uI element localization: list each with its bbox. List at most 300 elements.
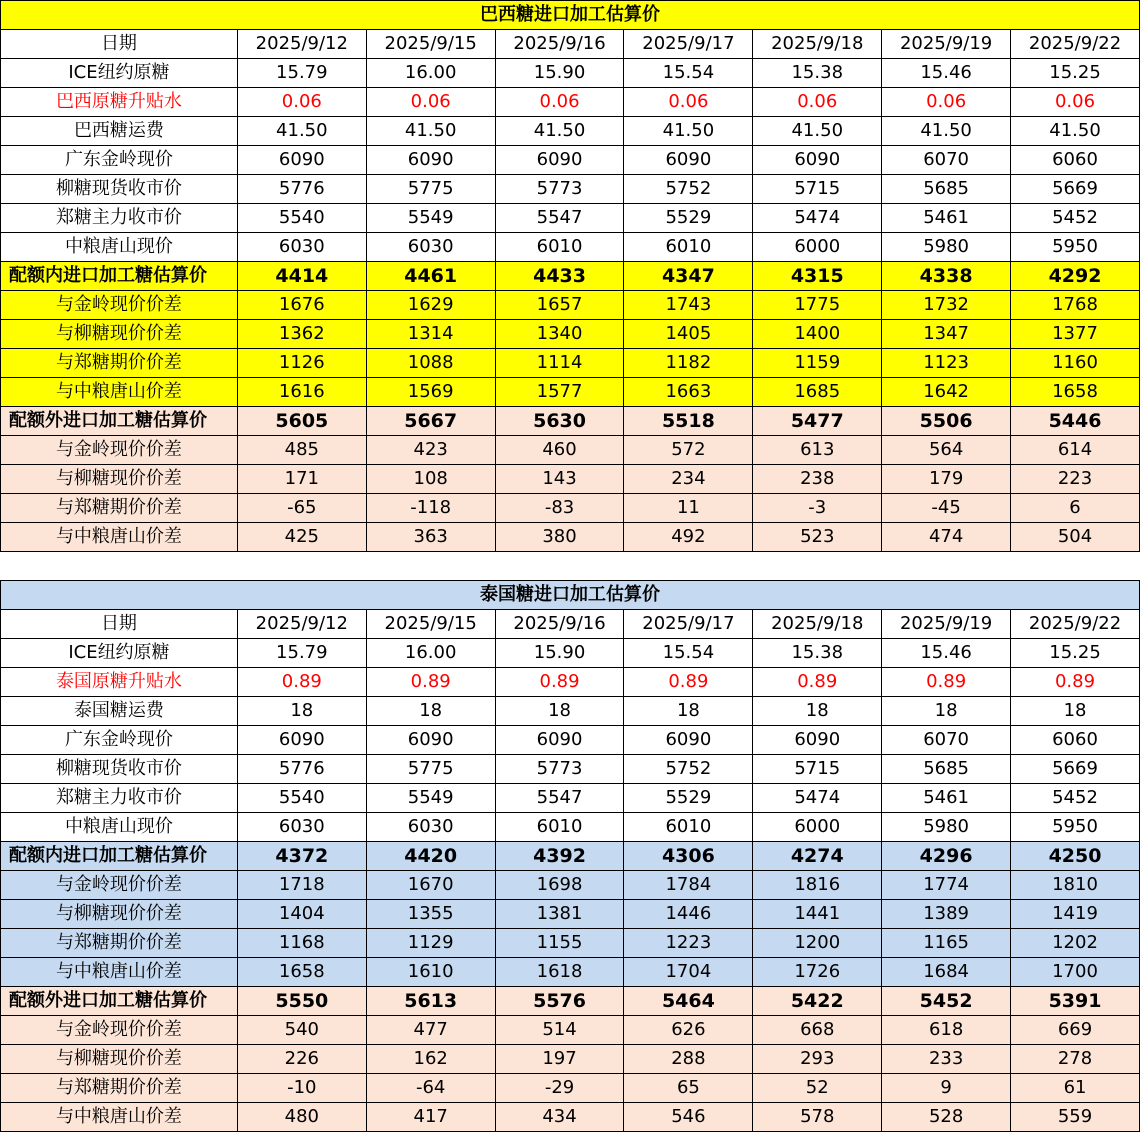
table-row [1, 1074, 1140, 1103]
row-label: 与中粮唐山价差 [1, 523, 238, 552]
value-cell: 5549 [366, 784, 495, 813]
table-row [1, 436, 1140, 465]
value-cell: 6090 [495, 146, 624, 175]
value-cell: 1202 [1011, 929, 1140, 958]
value-cell: 4347 [624, 262, 753, 291]
table-row [1, 262, 1140, 291]
value-cell: 6090 [753, 726, 882, 755]
table-row [1, 813, 1140, 842]
row-label: 与郑糖期价价差 [1, 494, 238, 523]
value-cell: 6090 [624, 726, 753, 755]
value-cell: 9 [882, 1074, 1011, 1103]
table-row [1, 117, 1140, 146]
row-label: 郑糖主力收市价 [1, 204, 238, 233]
value-cell: 460 [495, 436, 624, 465]
row-label: 中粮唐山现价 [1, 233, 238, 262]
value-cell: 5540 [237, 784, 366, 813]
table-row [1, 349, 1140, 378]
value-cell: 1347 [882, 320, 1011, 349]
row-label: 配额外进口加工糖估算价 [1, 407, 238, 436]
value-cell: 618 [882, 1016, 1011, 1045]
value-cell: 1768 [1011, 291, 1140, 320]
value-cell: 1362 [237, 320, 366, 349]
value-cell: 492 [624, 523, 753, 552]
value-cell: 5452 [882, 987, 1011, 1016]
row-label: 与中粮唐山价差 [1, 958, 238, 987]
row-label: 与金岭现价价差 [1, 1016, 238, 1045]
value-cell: 564 [882, 436, 1011, 465]
table-row [1, 291, 1140, 320]
value-cell: 0.89 [366, 668, 495, 697]
value-cell: 5474 [753, 784, 882, 813]
row-label: 泰国原糖升贴水 [1, 668, 238, 697]
value-cell: 65 [624, 1074, 753, 1103]
row-label: 广东金岭现价 [1, 146, 238, 175]
value-cell: 61 [1011, 1074, 1140, 1103]
value-cell: 15.90 [495, 639, 624, 668]
value-cell: 423 [366, 436, 495, 465]
value-cell: 613 [753, 436, 882, 465]
row-label: 配额内进口加工糖估算价 [1, 262, 238, 291]
value-cell: 572 [624, 436, 753, 465]
value-cell: 1810 [1011, 871, 1140, 900]
value-cell: 0.06 [882, 88, 1011, 117]
value-cell: 5474 [753, 204, 882, 233]
value-cell: 1700 [1011, 958, 1140, 987]
value-cell: 1340 [495, 320, 624, 349]
row-label: 与郑糖期价价差 [1, 1074, 238, 1103]
value-cell: 5950 [1011, 233, 1140, 262]
table-row [1, 320, 1140, 349]
date-label: 日期 [1, 610, 238, 639]
value-cell: 1670 [366, 871, 495, 900]
value-cell: 6030 [237, 233, 366, 262]
value-cell: 15.38 [753, 59, 882, 88]
value-cell: 6090 [753, 146, 882, 175]
value-cell: 480 [237, 1103, 366, 1132]
table-row [1, 378, 1140, 407]
date-cell: 2025/9/22 [1011, 30, 1140, 59]
table-row [1, 407, 1140, 436]
value-cell: 0.89 [753, 668, 882, 697]
value-cell: 380 [495, 523, 624, 552]
value-cell: 1377 [1011, 320, 1140, 349]
value-cell: 15.90 [495, 59, 624, 88]
value-cell: 1314 [366, 320, 495, 349]
value-cell: 0.06 [753, 88, 882, 117]
value-cell: 5667 [366, 407, 495, 436]
value-cell: 1618 [495, 958, 624, 987]
value-cell: 5775 [366, 175, 495, 204]
value-cell: 5773 [495, 755, 624, 784]
value-cell: 4420 [366, 842, 495, 871]
row-label: 柳糖现货收市价 [1, 175, 238, 204]
value-cell: 5752 [624, 755, 753, 784]
value-cell: 1726 [753, 958, 882, 987]
table-row [1, 1045, 1140, 1074]
value-cell: 11 [624, 494, 753, 523]
value-cell: 5461 [882, 204, 1011, 233]
value-cell: 0.89 [495, 668, 624, 697]
value-cell: 1168 [237, 929, 366, 958]
value-cell: 15.54 [624, 639, 753, 668]
row-label: 与柳糖现价价差 [1, 1045, 238, 1074]
value-cell: 5613 [366, 987, 495, 1016]
value-cell: 4315 [753, 262, 882, 291]
date-cell: 2025/9/18 [753, 30, 882, 59]
value-cell: 514 [495, 1016, 624, 1045]
date-cell: 2025/9/12 [237, 30, 366, 59]
value-cell: 197 [495, 1045, 624, 1074]
row-label: ICE纽约原糖 [1, 59, 238, 88]
value-cell: 5980 [882, 233, 1011, 262]
value-cell: 5630 [495, 407, 624, 436]
value-cell: 223 [1011, 465, 1140, 494]
value-cell: 5529 [624, 204, 753, 233]
value-cell: 41.50 [882, 117, 1011, 146]
value-cell: 578 [753, 1103, 882, 1132]
value-cell: 1355 [366, 900, 495, 929]
value-cell: 5715 [753, 755, 882, 784]
row-label: 与柳糖现价价差 [1, 900, 238, 929]
value-cell: 234 [624, 465, 753, 494]
value-cell: 0.06 [1011, 88, 1140, 117]
table-row [1, 1016, 1140, 1045]
value-cell: 504 [1011, 523, 1140, 552]
row-label: 与中粮唐山价差 [1, 378, 238, 407]
value-cell: 1165 [882, 929, 1011, 958]
value-cell: 5446 [1011, 407, 1140, 436]
value-cell: 5776 [237, 175, 366, 204]
value-cell: 0.06 [237, 88, 366, 117]
value-cell: 434 [495, 1103, 624, 1132]
row-label: 与金岭现价价差 [1, 291, 238, 320]
value-cell: 1159 [753, 349, 882, 378]
table-row [1, 987, 1140, 1016]
value-cell: -83 [495, 494, 624, 523]
value-cell: 540 [237, 1016, 366, 1045]
row-label: 与金岭现价价差 [1, 436, 238, 465]
value-cell: 6010 [624, 813, 753, 842]
row-label: 配额内进口加工糖估算价 [1, 842, 238, 871]
value-cell: 1816 [753, 871, 882, 900]
value-cell: 5773 [495, 175, 624, 204]
value-cell: 1223 [624, 929, 753, 958]
value-cell: 4433 [495, 262, 624, 291]
value-cell: 477 [366, 1016, 495, 1045]
row-label: 与柳糖现价价差 [1, 465, 238, 494]
value-cell: -29 [495, 1074, 624, 1103]
value-cell: 1784 [624, 871, 753, 900]
date-cell: 2025/9/17 [624, 30, 753, 59]
value-cell: 18 [495, 697, 624, 726]
row-label: 柳糖现货收市价 [1, 755, 238, 784]
value-cell: 15.79 [237, 59, 366, 88]
value-cell: 288 [624, 1045, 753, 1074]
value-cell: 5550 [237, 987, 366, 1016]
value-cell: 1610 [366, 958, 495, 987]
value-cell: 1404 [237, 900, 366, 929]
table-row [1, 697, 1140, 726]
value-cell: 5452 [1011, 784, 1140, 813]
value-cell: 1400 [753, 320, 882, 349]
value-cell: 5452 [1011, 204, 1140, 233]
value-cell: 1160 [1011, 349, 1140, 378]
table-row [1, 523, 1140, 552]
value-cell: 1685 [753, 378, 882, 407]
value-cell: 1381 [495, 900, 624, 929]
value-cell: 18 [1011, 697, 1140, 726]
value-cell: 1732 [882, 291, 1011, 320]
row-label: ICE纽约原糖 [1, 639, 238, 668]
value-cell: -118 [366, 494, 495, 523]
value-cell: 1446 [624, 900, 753, 929]
value-cell: 614 [1011, 436, 1140, 465]
value-cell: 41.50 [237, 117, 366, 146]
value-cell: 5547 [495, 204, 624, 233]
value-cell: 16.00 [366, 639, 495, 668]
value-cell: 6010 [495, 813, 624, 842]
table-row [1, 784, 1140, 813]
value-cell: 6030 [366, 233, 495, 262]
value-cell: 626 [624, 1016, 753, 1045]
value-cell: 1126 [237, 349, 366, 378]
value-cell: 6070 [882, 726, 1011, 755]
row-label: 与金岭现价价差 [1, 871, 238, 900]
table-row [1, 88, 1140, 117]
value-cell: 5464 [624, 987, 753, 1016]
date-label: 日期 [1, 30, 238, 59]
table-row [1, 929, 1140, 958]
value-cell: 4392 [495, 842, 624, 871]
row-label: 中粮唐山现价 [1, 813, 238, 842]
value-cell: 5715 [753, 175, 882, 204]
table-row [1, 755, 1140, 784]
value-cell: 293 [753, 1045, 882, 1074]
value-cell: 417 [366, 1103, 495, 1132]
value-cell: 15.25 [1011, 59, 1140, 88]
table-row [1, 175, 1140, 204]
value-cell: 0.89 [624, 668, 753, 697]
value-cell: 485 [237, 436, 366, 465]
value-cell: 5529 [624, 784, 753, 813]
value-cell: 4274 [753, 842, 882, 871]
table-row [1, 668, 1140, 697]
value-cell: 0.06 [366, 88, 495, 117]
value-cell: 15.46 [882, 59, 1011, 88]
value-cell: 4372 [237, 842, 366, 871]
value-cell: 5685 [882, 755, 1011, 784]
value-cell: 0.89 [1011, 668, 1140, 697]
table-row [1, 958, 1140, 987]
value-cell: 6030 [366, 813, 495, 842]
row-label: 与柳糖现价价差 [1, 320, 238, 349]
value-cell: 15.25 [1011, 639, 1140, 668]
value-cell: 16.00 [366, 59, 495, 88]
value-cell: 41.50 [624, 117, 753, 146]
row-label: 巴西糖运费 [1, 117, 238, 146]
value-cell: 5547 [495, 784, 624, 813]
value-cell: -65 [237, 494, 366, 523]
row-label: 泰国糖运费 [1, 697, 238, 726]
date-cell: 2025/9/19 [882, 610, 1011, 639]
value-cell: 6090 [366, 726, 495, 755]
value-cell: 1200 [753, 929, 882, 958]
value-cell: 1389 [882, 900, 1011, 929]
value-cell: 5605 [237, 407, 366, 436]
date-cell: 2025/9/16 [495, 610, 624, 639]
value-cell: 474 [882, 523, 1011, 552]
value-cell: 1155 [495, 929, 624, 958]
value-cell: 668 [753, 1016, 882, 1045]
value-cell: 1088 [366, 349, 495, 378]
value-cell: 1569 [366, 378, 495, 407]
row-label: 与郑糖期价价差 [1, 929, 238, 958]
table-row [1, 465, 1140, 494]
value-cell: 4292 [1011, 262, 1140, 291]
value-cell: 4306 [624, 842, 753, 871]
table-row [1, 726, 1140, 755]
value-cell: -10 [237, 1074, 366, 1103]
value-cell: 6090 [624, 146, 753, 175]
value-cell: 5422 [753, 987, 882, 1016]
value-cell: 41.50 [753, 117, 882, 146]
value-cell: 1405 [624, 320, 753, 349]
brazil-title-row [1, 1, 1140, 30]
value-cell: 171 [237, 465, 366, 494]
table-row [1, 900, 1140, 929]
table-row [1, 871, 1140, 900]
value-cell: 15.54 [624, 59, 753, 88]
date-cell: 2025/9/17 [624, 610, 753, 639]
value-cell: 528 [882, 1103, 1011, 1132]
value-cell: 0.89 [237, 668, 366, 697]
value-cell: 6090 [237, 726, 366, 755]
value-cell: -45 [882, 494, 1011, 523]
date-cell: 2025/9/15 [366, 30, 495, 59]
brazil-sugar-table [0, 0, 1140, 552]
value-cell: 5685 [882, 175, 1011, 204]
value-cell: 5391 [1011, 987, 1140, 1016]
date-cell: 2025/9/22 [1011, 610, 1140, 639]
table-row [1, 842, 1140, 871]
value-cell: 6010 [624, 233, 753, 262]
value-cell: 226 [237, 1045, 366, 1074]
value-cell: 15.79 [237, 639, 366, 668]
row-label: 与中粮唐山价差 [1, 1103, 238, 1132]
value-cell: 5775 [366, 755, 495, 784]
date-header-row [1, 30, 1140, 59]
value-cell: 1718 [237, 871, 366, 900]
value-cell: 278 [1011, 1045, 1140, 1074]
value-cell: 18 [366, 697, 495, 726]
value-cell: -64 [366, 1074, 495, 1103]
value-cell: 1704 [624, 958, 753, 987]
value-cell: 1698 [495, 871, 624, 900]
value-cell: 143 [495, 465, 624, 494]
table-title: 泰国糖进口加工估算价 [1, 581, 1140, 610]
value-cell: 1616 [237, 378, 366, 407]
value-cell: 162 [366, 1045, 495, 1074]
date-header-row [1, 610, 1140, 639]
value-cell: 6030 [237, 813, 366, 842]
value-cell: 5669 [1011, 175, 1140, 204]
value-cell: 52 [753, 1074, 882, 1103]
value-cell: 108 [366, 465, 495, 494]
value-cell: 15.38 [753, 639, 882, 668]
value-cell: 546 [624, 1103, 753, 1132]
value-cell: 6000 [753, 813, 882, 842]
value-cell: 1774 [882, 871, 1011, 900]
value-cell: 1129 [366, 929, 495, 958]
value-cell: 4296 [882, 842, 1011, 871]
value-cell: 6090 [237, 146, 366, 175]
value-cell: 0.06 [495, 88, 624, 117]
row-label: 配额外进口加工糖估算价 [1, 987, 238, 1016]
value-cell: 6090 [366, 146, 495, 175]
value-cell: 238 [753, 465, 882, 494]
table-row [1, 1103, 1140, 1132]
value-cell: 15.46 [882, 639, 1011, 668]
value-cell: 18 [237, 697, 366, 726]
value-cell: 18 [882, 697, 1011, 726]
value-cell: 1775 [753, 291, 882, 320]
value-cell: 4250 [1011, 842, 1140, 871]
value-cell: 5776 [237, 755, 366, 784]
value-cell: 5518 [624, 407, 753, 436]
value-cell: -3 [753, 494, 882, 523]
table-row [1, 233, 1140, 262]
value-cell: 1658 [1011, 378, 1140, 407]
value-cell: 179 [882, 465, 1011, 494]
value-cell: 6070 [882, 146, 1011, 175]
value-cell: 5950 [1011, 813, 1140, 842]
value-cell: 5752 [624, 175, 753, 204]
value-cell: 1123 [882, 349, 1011, 378]
value-cell: 18 [624, 697, 753, 726]
table-row [1, 494, 1140, 523]
date-cell: 2025/9/18 [753, 610, 882, 639]
value-cell: 6 [1011, 494, 1140, 523]
value-cell: 1114 [495, 349, 624, 378]
value-cell: 4461 [366, 262, 495, 291]
value-cell: 18 [753, 697, 882, 726]
value-cell: 41.50 [495, 117, 624, 146]
value-cell: 5980 [882, 813, 1011, 842]
table-title: 巴西糖进口加工估算价 [1, 1, 1140, 30]
value-cell: 1743 [624, 291, 753, 320]
value-cell: 1642 [882, 378, 1011, 407]
value-cell: 5669 [1011, 755, 1140, 784]
value-cell: 1658 [237, 958, 366, 987]
value-cell: 1684 [882, 958, 1011, 987]
table-row [1, 59, 1140, 88]
row-label: 广东金岭现价 [1, 726, 238, 755]
value-cell: 5549 [366, 204, 495, 233]
date-cell: 2025/9/16 [495, 30, 624, 59]
value-cell: 523 [753, 523, 882, 552]
row-label: 与郑糖期价价差 [1, 349, 238, 378]
date-cell: 2025/9/12 [237, 610, 366, 639]
value-cell: 4338 [882, 262, 1011, 291]
value-cell: 1657 [495, 291, 624, 320]
row-label: 郑糖主力收市价 [1, 784, 238, 813]
value-cell: 5461 [882, 784, 1011, 813]
thailand-title-row [1, 581, 1140, 610]
value-cell: 41.50 [1011, 117, 1140, 146]
value-cell: 1419 [1011, 900, 1140, 929]
value-cell: 5540 [237, 204, 366, 233]
